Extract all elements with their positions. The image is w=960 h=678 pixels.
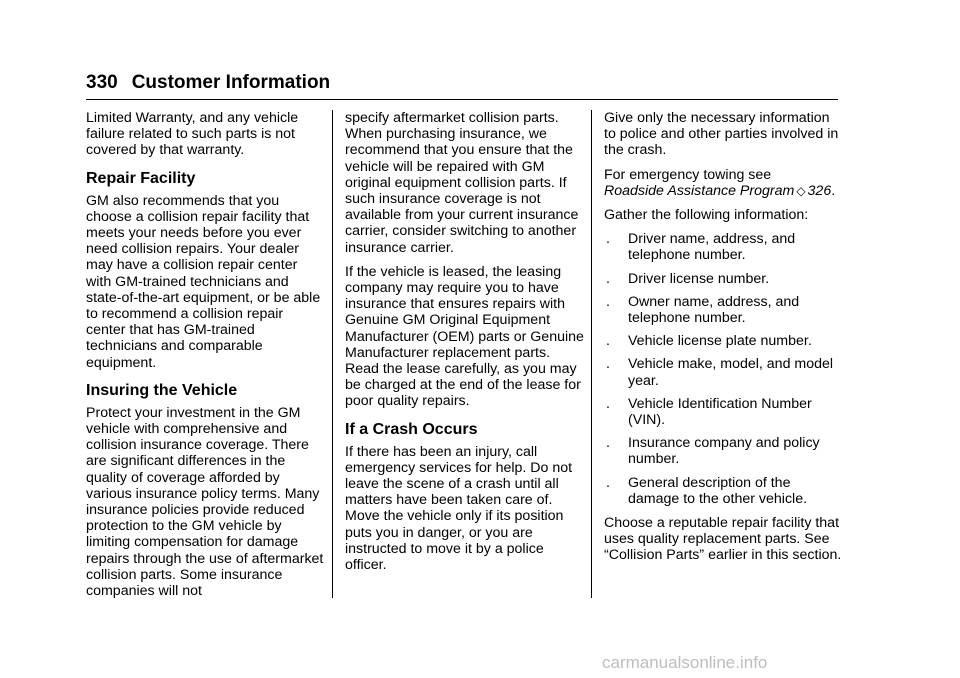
page-header: [86, 72, 330, 94]
punctuation: .: [831, 182, 836, 199]
paragraph: specify aftermarket collision parts. When purchasing insurance, we recommend that you ensure that the vehicle will be repaired with GM original equipment collision parts. If such insurance coverage is not available from your current insurance carrier, consider switching to another insurance carrier.: [345, 110, 579, 256]
column-right: [604, 110, 844, 572]
column-divider: [332, 110, 333, 598]
list-item: [604, 333, 844, 349]
list-item: [604, 356, 844, 388]
paragraph: Protect your investment in the GM vehicle with comprehensive and collision insurance coverage. There are significant differences in the quality of coverage afforded by various insurance policy terms. Many insurance policies provide reduced protection to the GM vehicle by limiting compensation for damage repairs through the use of aftermarket collision parts. Some insurance companies will not: [86, 404, 324, 600]
bullet-icon: .: [606, 293, 610, 310]
column-divider: [591, 110, 592, 598]
list-item-text: Driver license number.: [628, 270, 770, 287]
paragraph: Gather the following information:: [604, 207, 809, 224]
bullet-icon: .: [606, 356, 610, 373]
page-reference-number[interactable]: 326: [807, 182, 832, 199]
paragraph: Give only the necessary information to police and other parties involved in the crash.: [604, 110, 839, 159]
watermark: carmanualsonline.info: [602, 653, 768, 672]
paragraph: If the vehicle is leased, the leasing company may require you to have insurance that ensures repairs with Genuine GM Original Equipment Manufacturer (OEM) parts or Genuine Manufacturer replacement parts. Read the lease carefully, as you may be charged at the end of the lease for poor quality repairs.: [345, 263, 584, 410]
bullet-icon: .: [606, 435, 610, 452]
towing-text: For emergency towing see: [604, 166, 772, 183]
list-item: [604, 231, 844, 263]
header-rule: [86, 99, 838, 100]
bullet-icon: .: [606, 231, 610, 248]
page-reference-icon: ◇: [796, 183, 806, 198]
list-item-text: Vehicle make, model, and model year.: [628, 356, 834, 389]
list-item: [604, 475, 844, 507]
paragraph: Limited Warranty, and any vehicle failure related to such parts is not covered by that warranty.: [86, 110, 299, 159]
section-title: Customer Information: [131, 72, 331, 93]
list-item-text: Vehicle license plate number.: [628, 333, 812, 350]
list-item: [604, 271, 844, 287]
paragraph: GM also recommends that you choose a collision repair facility that meets your needs before you ever need collision repairs. Your dealer may have a collision repair center with GM-trained technicians and state-of-the-art equipment, or be able to recommend a collision repair center that has GM-trained technicians and comparable equipment.: [86, 192, 321, 371]
towing-reference-paragraph: [604, 167, 844, 199]
list-item-text: Insurance company and policy number.: [628, 435, 820, 468]
list-item-text: Driver name, address, and telephone number.: [628, 231, 796, 264]
list-item: [604, 294, 844, 326]
heading-insuring-the-vehicle: Insuring the Vehicle: [86, 381, 238, 399]
list-item: [604, 396, 844, 428]
roadside-assistance-link[interactable]: Roadside Assistance Program: [604, 182, 795, 199]
list-item: [604, 435, 844, 467]
list-item-text: General description of the damage to the other vehicle.: [628, 474, 808, 507]
bullet-icon: .: [606, 395, 610, 412]
bullet-icon: .: [606, 474, 610, 491]
column-left: [86, 110, 326, 607]
information-list: [604, 231, 844, 507]
page-number: 330: [86, 72, 118, 93]
list-item-text: Vehicle Identification Number (VIN).: [628, 395, 812, 429]
list-item-text: Owner name, address, and telephone number.: [628, 293, 800, 327]
bullet-icon: .: [606, 270, 610, 287]
column-middle: [345, 110, 585, 581]
paragraph: If there has been an injury, call emergency services for help. Do not leave the scene of a crash until all matters have been taken care of. Move the vehicle only if its position puts you in danger, or you are instructed to move it by a police officer.: [345, 443, 573, 574]
heading-repair-facility: Repair Facility: [86, 169, 196, 187]
heading-if-a-crash-occurs: If a Crash Occurs: [345, 420, 478, 438]
paragraph: Choose a reputable repair facility that uses quality replacement parts. See “Collision Parts” earlier in this section.: [604, 515, 842, 564]
bullet-icon: .: [606, 333, 610, 350]
